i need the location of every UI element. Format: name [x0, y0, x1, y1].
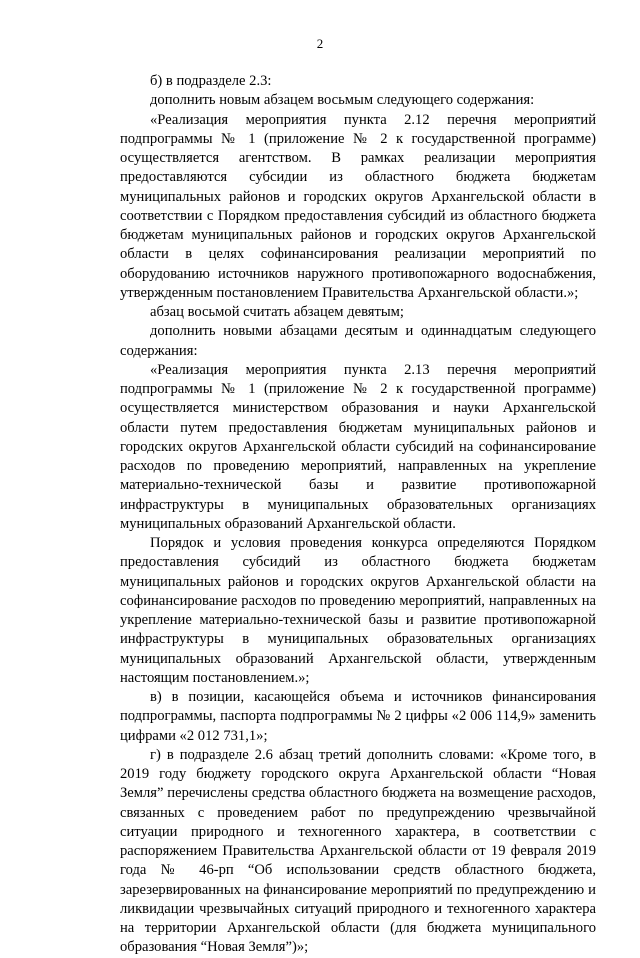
- paragraph-subsection-b: б) в подразделе 2.3:: [150, 73, 272, 89]
- paragraph-add-eighth: дополнить новым абзацем восьмым следующего содержания:: [150, 92, 535, 109]
- paragraph-item-v: в) в позиции, касающейся объема и источников финансирования подпрограммы, паспорта подпрограммы № 2 цифры «2 006 114,9» заменить цифрами «2 012 731,1»;: [120, 689, 596, 744]
- paragraph-add-tenth-eleventh: дополнить новыми абзацами десятым и одиннадцатым следующего содержания:: [120, 323, 596, 359]
- document-body: [120, 72, 596, 958]
- page-number: 2: [316, 36, 324, 51]
- paragraph-quote-2-13: «Реализация мероприятия пункта 2.13 перечня мероприятий подпрограммы № 1 (приложение № 2 к государственной программе) осуществляется министерством образования и науки Архангельской области путем предоставления бюджетам муниципальных районов и городских округов Архангельской области субсидий на софинансирование расходов по проведению мероприятий, направленных на укрепление материально-технической базы и развитие противопожарной инфраструктуры в муниципальных образовательных организациях муниципальных образований Архангельской области.: [120, 361, 596, 532]
- paragraph-item-g: г) в подразделе 2.6 абзац третий дополнить словами: «Кроме того, в 2019 году бюджету городского округа Архангельской области “Новая Земля” перечислены средства областного бюджета на возмещение расходов, связанных с проведением работ по предупреждению чрезвычайной ситуации природного и техногенного характера, в соответствии с распоряжением Правительства Архангельской области от 19 февраля 2019 года № 46-рп “Об использовании средств областного бюджета, зарезервированных на финансирование мероприятий по предупреждению и ликвидации чрезвычайных ситуаций природного и техногенного характера на территории Архангельской области (для бюджета муниципального образования “Новая Земля”)»;: [120, 746, 596, 956]
- paragraph-quote-2-12: «Реализация мероприятия пункта 2.12 перечня мероприятий подпрограммы № 1 (приложение № 2 к государственной программе) осуществляется агентством. В рамках реализации мероприятия предоставляются субсидии из областного бюджета бюджетам муниципальных районов и городских округов Архангельской области в соответствии с Порядком предоставления субсидий из областного бюджета бюджетам муниципальных районов и городских округов Архангельской области в целях софинансирования реализации мероприятий по оборудованию источников наружного противопожарного водоснабжения, утвержденным постановлением Правительства Архангельской области.»;: [120, 111, 596, 301]
- paragraph-renumber: абзац восьмой считать абзацем девятым;: [150, 304, 404, 320]
- paragraph-contest-order: Порядок и условия проведения конкурса определяются Порядком предоставления субсидий из областного бюджета бюджетам муниципальных районов и городских округов Архангельской области на софинансирование расходов по проведению мероприятий, направленных на укрепление материально-технической базы и развитие противопожарной инфраструктуры в муниципальных образовательных организациях муниципальных образований Архангельской области, утвержденным настоящим постановлением.»;: [120, 535, 596, 686]
